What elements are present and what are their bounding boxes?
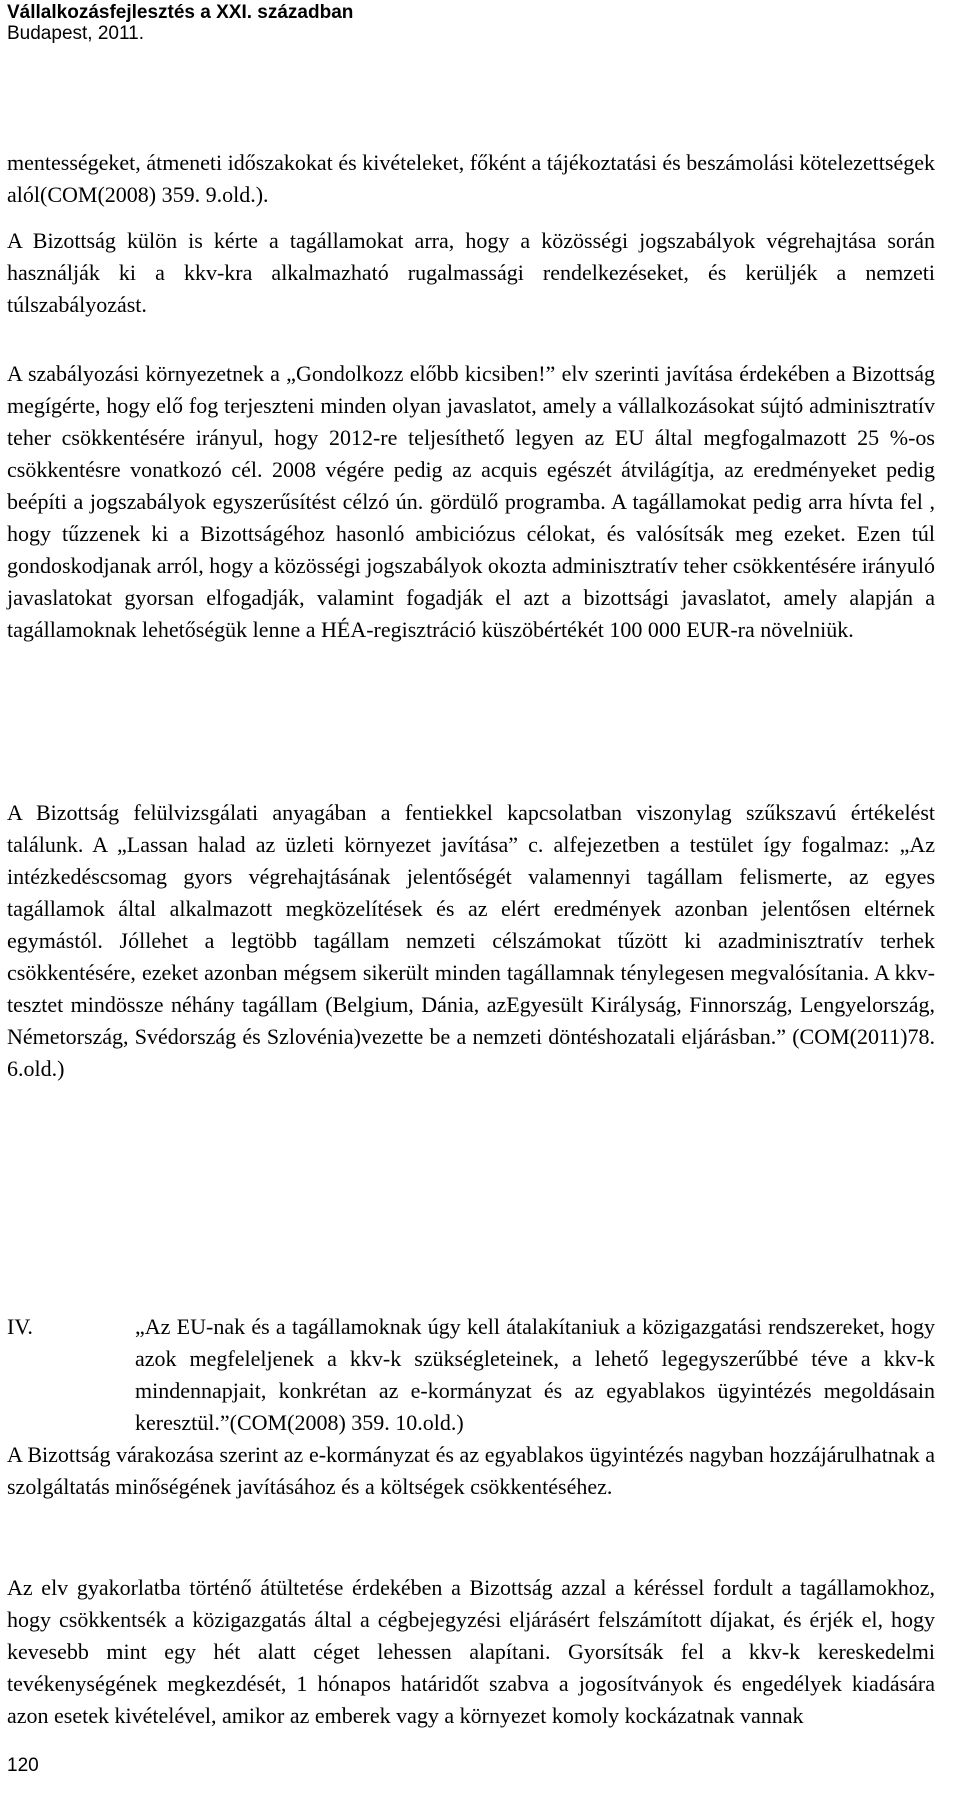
paragraph-3 (7, 358, 935, 646)
paragraph-4 (7, 797, 935, 1085)
paragraph-4-text: A Bizottság felülvizsgálati anyagában a fentiekkel kapcsolatban viszonylag szűkszavú értékelést találunk. A „Lassan halad az üzleti környezet javítása” c. alfejezetben a testület így fogalmaz: „Az intézkedéscsomag gyors végrehajtásának jelentőségét valamennyi tagállam felismerte, az egyes tagállamok által alkalmazott megközelítések és az elért eredmények azonban jelentősen eltérnek egymástól. Jóllehet a legtöbb tagállam nemzeti célszámokat tűzött ki azadminisztratív terhek csökkentésére, ezeket azonban mégsem sikerült minden tagállamnak ténylegesen megvalósítania. A kkv-tesztet mindössze néhány tagállam (Belgium, Dánia, azEgyesült Királyság, Finnország, Lengyelország, Németország, Svédország és Szlovénia)vezette be a nemzeti döntéshozatali eljárásban.” (COM(2011)78. 6.old.) (7, 800, 935, 1081)
paragraph-6 (7, 1572, 935, 1732)
paragraph-1 (7, 147, 935, 211)
paragraph-2-text: A Bizottság külön is kérte a tagállamokat arra, hogy a közösségi jogszabályok végrehajtása során használják ki a kkv-kra alkalmazható rugalmassági rendelkezéseket, és kerüljék a nemzeti túlszabályozást. (7, 228, 935, 317)
header-subtitle: Budapest, 2011. (7, 23, 144, 44)
page-number: 120 (7, 1755, 39, 1776)
paragraph-5 (7, 1439, 935, 1503)
paragraph-1-text: mentességeket, átmeneti időszakokat és kivételeket, főként a tájékoztatási és beszámolási kötelezettségek alól(COM(2008) 359. 9.old.). (7, 150, 935, 207)
paragraph-5-text: A Bizottság várakozása szerint az e-kormányzat és az egyablakos ügyintézés nagyban hozzájárulhatnak a szolgáltatás minőségének javításához és a költségek csökkentéséhez. (7, 1442, 935, 1499)
header-title: Vállalkozásfejlesztés a XXI. században (7, 2, 354, 23)
paragraph-6-text: Az elv gyakorlatba történő átültetése érdekében a Bizottság azzal a kéréssel fordult a tagállamokhoz, hogy csökkentsék a közigazgatás által a cégbejegyzési eljárásért felszámított díjakat, és érjék el, hogy kevesebb mint egy hét alatt céget lehessen alapítani. Gyorsítsák fel a kkv-k kereskedelmi tevékenységének megkezdését, 1 hónapos határidőt szabva a jogosítványok és engedélyek kiadására azon esetek kivételével, amikor az emberek vagy a környezet komoly kockázatnak vannak (7, 1575, 935, 1728)
running-header (7, 2, 353, 44)
paragraph-3-text: A szabályozási környezetnek a „Gondolkozz előbb kicsiben!” elv szerinti javítása érdekében a Bizottság megígérte, hogy elő fog terjeszteni minden olyan javaslatot, amely a vállalkozásokat sújtó adminisztratív teher csökkentésére irányul, hogy 2012-re teljesíthető legyen az EU által megfogalmazott 25 %-os csökkentésre vonatkozó cél. 2008 végére pedig az acquis egészét átvilágítja, az eredményeket pedig beépíti a jogszabályok egyszerűsítést célzó ún. gördülő programba. A tagállamokat pedig arra hívta fel , hogy tűzzenek ki a Bizottságéhoz hasonló ambiciózus célokat, és valósítsák meg ezeket. Ezen túl gondoskodjanak arról, hogy a közösségi jogszabályok okozta adminisztratív teher csökkentésére irányuló javaslatokat gyorsan elfogadják, valamint fogadják el azt a bizottsági javaslatot, amely alapján a tagállamoknak lehetőségük lenne a HÉA-regisztráció küszöbértékét 100 000 EUR-ra növelniük. (7, 361, 936, 642)
paragraph-2 (7, 225, 935, 321)
item-text: „Az EU-nak és a tagállamoknak úgy kell átalakítaniuk a közigazgatási rendszereket, hogy azok megfeleljenek a kkv-k szükségleteinek, a lehető legegyszerűbbé téve a kkv-k mindennapjait, konkrétan az e-kormányzat és az egyablakos ügyintézés megoldásain keresztül.”(COM(2008) 359. 10.old.) (135, 1314, 935, 1435)
item-label: IV. (7, 1314, 33, 1339)
